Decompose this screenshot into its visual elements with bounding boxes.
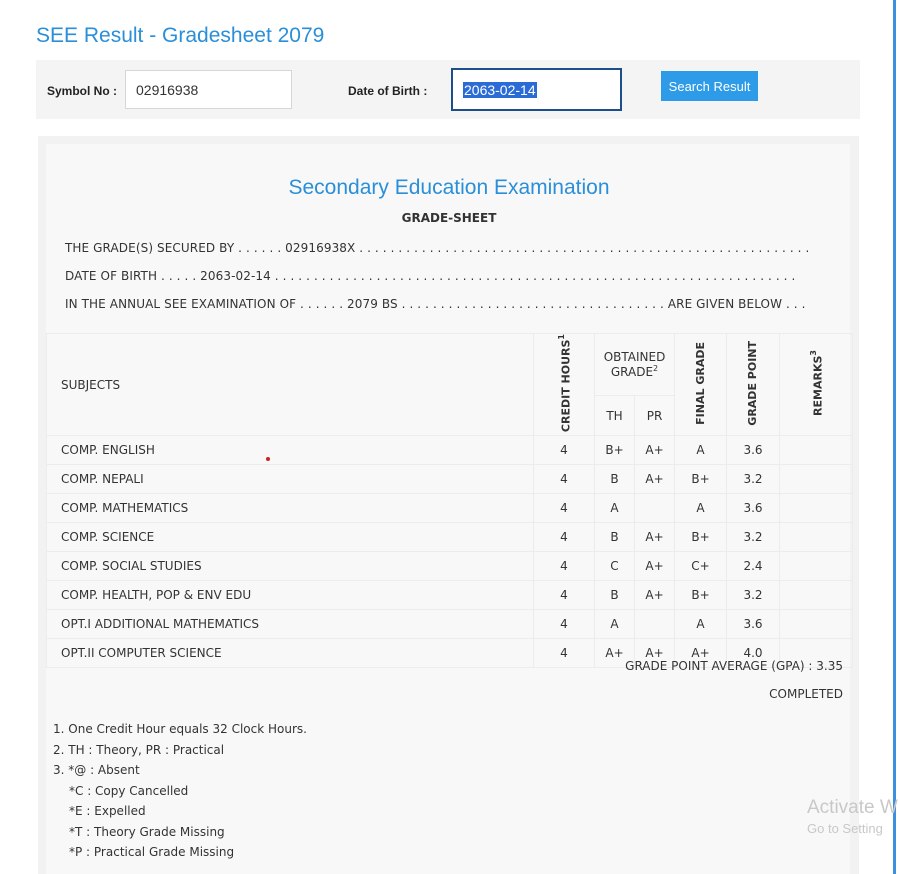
table-row bbox=[47, 436, 853, 465]
grade-point-cell: 4.0 bbox=[727, 639, 780, 668]
grade-point-cell: 3.6 bbox=[727, 436, 780, 465]
credit-cell: 4 bbox=[534, 436, 595, 465]
secured-by-line: THE GRADE(S) SECURED BY . . . . . . 02916938X . . . . . . . . . . . . . . . . . . . . . . . . . . . . . . . . . . . . . . . . . . . . . . . . . . . . . . . . . . bbox=[65, 241, 810, 255]
th-grade-cell: B bbox=[595, 581, 635, 610]
subject-cell: COMP. NEPALI bbox=[47, 465, 534, 494]
th-grade-cell: B bbox=[595, 523, 635, 552]
remarks-cell bbox=[780, 610, 853, 639]
search-result-button[interactable]: Search Result bbox=[661, 71, 758, 101]
footnote-item: *E : Expelled bbox=[69, 804, 146, 818]
grade-point-cell: 3.2 bbox=[727, 581, 780, 610]
th-grade-cell: B bbox=[595, 465, 635, 494]
header-pr: PR bbox=[635, 396, 675, 436]
footnotes bbox=[53, 719, 307, 863]
subject-cell: COMP. SOCIAL STUDIES bbox=[47, 552, 534, 581]
final-grade-cell: B+ bbox=[675, 465, 727, 494]
header-obtained-grade: OBTAINED GRADE$^2$ bbox=[595, 334, 675, 396]
header-remarks: REMARKS$^3$ bbox=[780, 334, 853, 436]
final-grade-cell: A bbox=[675, 494, 727, 523]
page-title: SEE Result - Gradesheet 2079 bbox=[36, 24, 325, 47]
th-grade-cell: A bbox=[595, 494, 635, 523]
remarks-cell bbox=[780, 523, 853, 552]
dob-input-value: 2063-02-14 bbox=[464, 81, 536, 98]
pr-grade-cell: A+ bbox=[635, 523, 675, 552]
window-edge bbox=[893, 0, 896, 874]
credit-cell: 4 bbox=[534, 494, 595, 523]
header-credit-hours: CREDIT HOURS$^1$ bbox=[534, 334, 595, 436]
grade-point-cell: 3.2 bbox=[727, 523, 780, 552]
pr-grade-cell: A+ bbox=[635, 552, 675, 581]
exam-title: Secondary Education Examination bbox=[288, 176, 610, 199]
header-final-grade: FINAL GRADE bbox=[675, 334, 727, 436]
table-row bbox=[47, 610, 853, 639]
gpa-value: GRADE POINT AVERAGE (GPA) : 3.35 bbox=[625, 659, 843, 673]
grade-point-cell: 3.6 bbox=[727, 610, 780, 639]
table-row bbox=[47, 552, 853, 581]
symbol-label: Symbol No : bbox=[47, 84, 118, 98]
exam-line: IN THE ANNUAL SEE EXAMINATION OF . . . . . . 2079 BS . . . . . . . . . . . . . . . . . . . . . . . . . . . . . . . . . . ARE GIVEN BELOW . . . bbox=[65, 297, 806, 311]
remarks-cell bbox=[780, 465, 853, 494]
credit-cell: 4 bbox=[534, 639, 595, 668]
credit-cell: 4 bbox=[534, 523, 595, 552]
th-grade-cell: B+ bbox=[595, 436, 635, 465]
symbol-input-value: 02916938 bbox=[136, 81, 199, 98]
symbol-input[interactable] bbox=[125, 70, 292, 109]
remarks-cell bbox=[780, 494, 853, 523]
grade-point-cell: 2.4 bbox=[727, 552, 780, 581]
remarks-cell bbox=[780, 436, 853, 465]
subject-cell: COMP. MATHEMATICS bbox=[47, 494, 534, 523]
gradesheet-subtitle: GRADE-SHEET bbox=[401, 211, 497, 225]
credit-cell: 4 bbox=[534, 610, 595, 639]
activate-windows-watermark: Activate W Go to Setting bbox=[807, 797, 898, 836]
footnote-item: 1. One Credit Hour equals 32 Clock Hours. bbox=[53, 722, 307, 736]
header-grade-point: GRADE POINT bbox=[727, 334, 780, 436]
dob-line: DATE OF BIRTH . . . . . 2063-02-14 . . . . . . . . . . . . . . . . . . . . . . . . . . . . . . . . . . . . . . . . . . . . . . . . . . . . . . . . . . . . . . . . . . . bbox=[65, 269, 796, 283]
final-grade-cell: A bbox=[675, 610, 727, 639]
th-grade-cell: A bbox=[595, 610, 635, 639]
subject-cell: COMP. SCIENCE bbox=[47, 523, 534, 552]
footnote-item: *P : Practical Grade Missing bbox=[69, 845, 235, 859]
final-grade-cell: A+ bbox=[675, 639, 727, 668]
table-row bbox=[47, 581, 853, 610]
cursor-dot bbox=[266, 457, 270, 461]
grade-point-cell: 3.2 bbox=[727, 465, 780, 494]
th-grade-cell: A+ bbox=[595, 639, 635, 668]
table-row bbox=[47, 494, 853, 523]
dob-input[interactable] bbox=[451, 68, 622, 111]
remarks-cell bbox=[780, 581, 853, 610]
table-row bbox=[47, 465, 853, 494]
footnote-item: *T : Theory Grade Missing bbox=[69, 824, 225, 839]
subject-cell: OPT.II COMPUTER SCIENCE bbox=[47, 639, 534, 668]
pr-grade-cell bbox=[635, 494, 675, 523]
credit-cell: 4 bbox=[534, 552, 595, 581]
footnote-item: 2. TH : Theory, PR : Practical bbox=[53, 742, 225, 757]
pr-grade-cell: A+ bbox=[635, 581, 675, 610]
credit-cell: 4 bbox=[534, 581, 595, 610]
header-subjects: SUBJECTS bbox=[47, 334, 534, 436]
final-grade-cell: C+ bbox=[675, 552, 727, 581]
subject-cell: COMP. ENGLISH bbox=[47, 436, 534, 465]
footnote-item: *C : Copy Cancelled bbox=[69, 783, 189, 798]
pr-grade-cell bbox=[635, 610, 675, 639]
result-status: COMPLETED bbox=[769, 687, 843, 701]
credit-cell: 4 bbox=[534, 465, 595, 494]
header-th: TH bbox=[595, 396, 635, 436]
table-row bbox=[47, 523, 853, 552]
final-grade-cell: B+ bbox=[675, 523, 727, 552]
pr-grade-cell: A+ bbox=[635, 465, 675, 494]
final-grade-cell: A bbox=[675, 436, 727, 465]
grade-point-cell: 3.6 bbox=[727, 494, 780, 523]
grade-table bbox=[46, 333, 853, 668]
pr-grade-cell: A+ bbox=[635, 639, 675, 668]
pr-grade-cell: A+ bbox=[635, 436, 675, 465]
remarks-cell bbox=[780, 552, 853, 581]
subject-cell: COMP. HEALTH, POP & ENV EDU bbox=[47, 581, 534, 610]
dob-label: Date of Birth : bbox=[348, 84, 428, 98]
th-grade-cell: C bbox=[595, 552, 635, 581]
subject-cell: OPT.I ADDITIONAL MATHEMATICS bbox=[47, 610, 534, 639]
final-grade-cell: B+ bbox=[675, 581, 727, 610]
footnote-item: 3. *@ : Absent bbox=[53, 763, 140, 777]
